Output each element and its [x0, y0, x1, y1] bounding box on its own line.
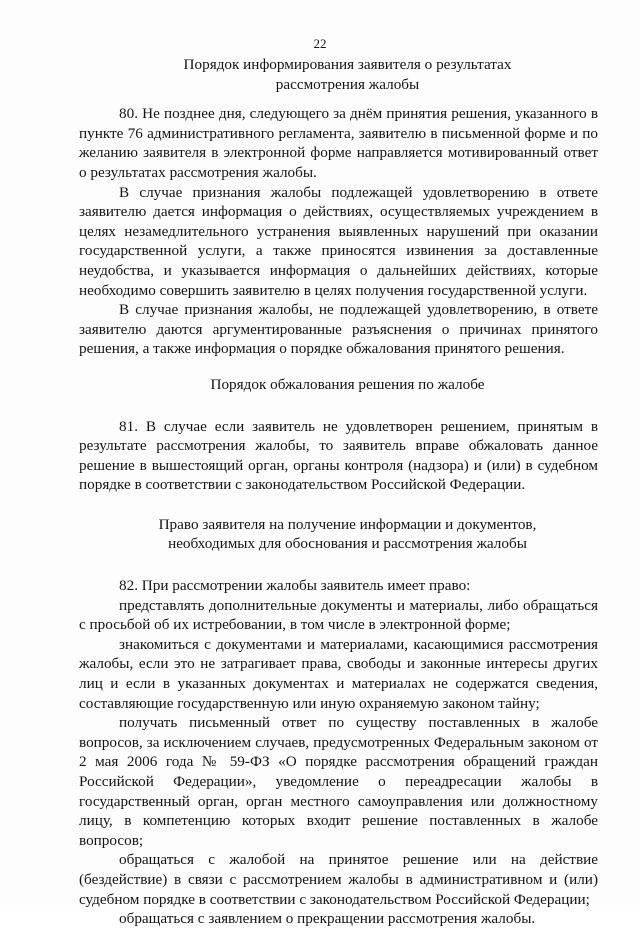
page-content	[79, 55, 598, 929]
heading-line: Порядок информирования заявителя о результатах	[183, 56, 512, 73]
section-heading	[79, 515, 598, 554]
list-item: обращаться с жалобой на принятое решение или на действие (бездействие) в связи с рассмотрением жалобы в административном и (или) судебном порядке в соответствии с законодательством Российской Федерации;	[79, 851, 598, 908]
page-number: 22	[313, 36, 327, 51]
paragraph: В случае признания жалобы подлежащей удовлетворению в ответе заявителю дается информация о действиях, осуществляемых учреждением в целях незамедлительного устранения выявленных нарушений при оказании государственной услуги, а также приносятся извинения за доставленные неудобства, и указывается информация о дальнейших действиях, которые необходимо совершить заявителю в целях получения государственной услуги.	[79, 183, 598, 299]
paragraph-80: 80. Не позднее дня, следующего за днём принятия решения, указанного в пункте 76 административного регламента, заявителю в письменной форме и по желанию заявителя в электронной форме направляется мотивированный ответ о результатах рассмотрения жалобы.	[79, 105, 598, 181]
paragraph-82: 82. При рассмотрении жалобы заявитель имеет право:	[119, 577, 471, 595]
list-item: представлять дополнительные документы и материалы, либо обращаться с просьбой об их истребовании, в том числе в электронной форме;	[79, 596, 598, 634]
section-rights	[79, 515, 598, 929]
heading-line: необходимых для обоснования и рассмотрения жалобы	[168, 535, 527, 553]
section-heading	[79, 55, 598, 94]
heading-line: Порядок обжалования решения по жалобе	[210, 375, 485, 393]
list-item: получать письменный ответ по существу поставленных в жалобе вопросов, за исключением случаев, предусмотренных Федеральным законом от 2 мая 2006 года № 59-ФЗ «О порядке рассмотрения обращений граждан Российской Федерации», уведомление о переадресации жалобы в государственный орган, орган местного самоуправления или должностному лицу, в компетенцию которых входит решение поставленных в жалобе вопросов;	[79, 714, 598, 849]
section-heading	[79, 375, 598, 395]
list-item: обращаться с заявлением о прекращении рассмотрения жалобы.	[119, 910, 536, 928]
section-informing	[79, 55, 598, 359]
heading-line: Право заявителя на получение информации и документов,	[158, 515, 537, 533]
heading-line: рассмотрения жалобы	[275, 75, 420, 93]
section-appeal	[79, 375, 598, 495]
paragraph-81: 81. В случае если заявитель не удовлетворен решением, принятым в результате рассмотрения жалобы, то заявитель вправе обжаловать данное решение в вышестоящий орган, органы контроля (надзора) и (или) в судебном порядке в соответствии с законодательством Российской Федерации.	[79, 417, 598, 494]
paragraph: В случае признания жалобы, не подлежащей удовлетворению, в ответе заявителю даются аргументированные разъяснения о причинах принятого решения, а также информация о порядке обжалования принятого решения.	[79, 301, 598, 358]
list-item: знакомиться с документами и материалами, касающимися рассмотрения жалобы, если это не затрагивает права, свободы и законные интересы других лиц и если в указанных документах и материалах не содержатся сведения, составляющие государственную или иную охраняемую законом тайну;	[79, 635, 598, 712]
